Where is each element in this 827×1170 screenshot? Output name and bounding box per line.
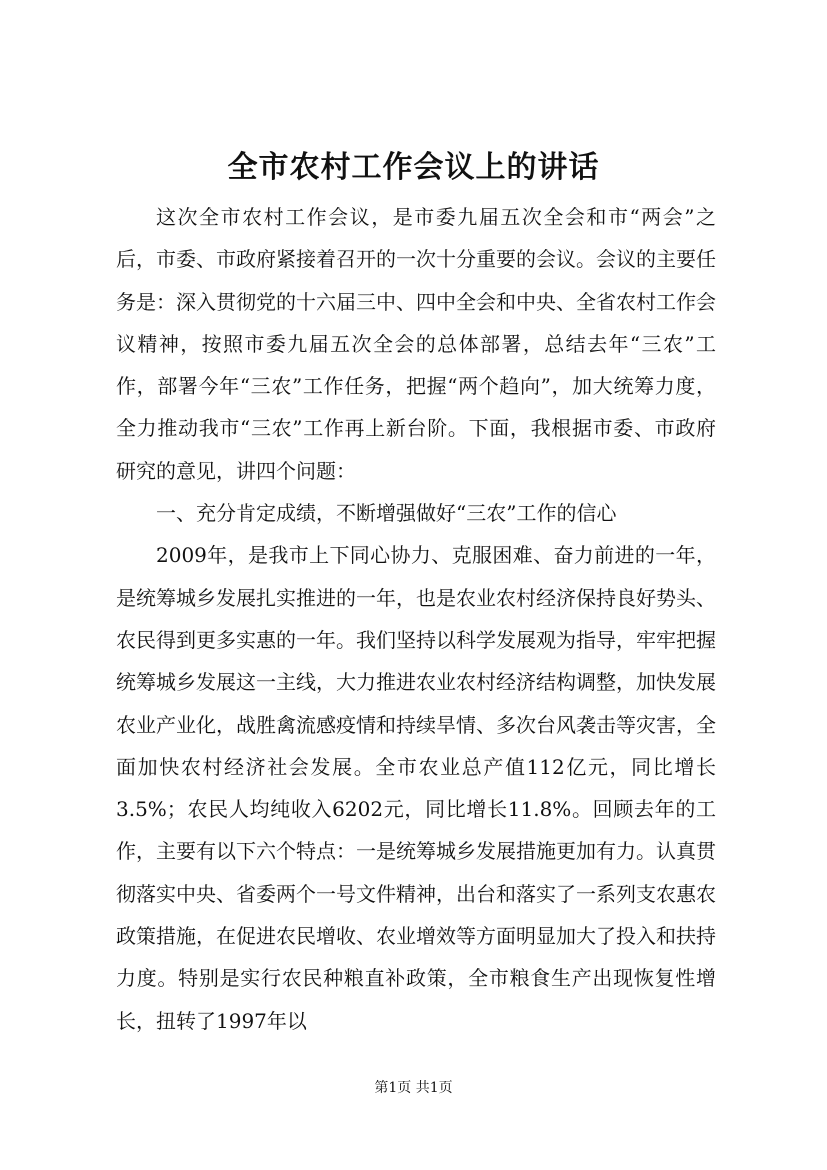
- document-title: 全市农村工作会议上的讲话: [227, 150, 600, 185]
- page-footer: 第1页 共1页: [374, 1080, 453, 1096]
- paragraph-2009-review: 2009年，是我市上下同心协力、克服困难、奋力前进的一年，是统筹城乡发展扎实推进的一年，也是农业农村经济保持良好势头、农民得到更多实惠的一年。我们坚持以科学发展观为指导，牢牢把握统筹城乡发展这一主线，大力推进农业农村经济结构调整，加快发展农业产业化，战胜禽流感疫情和持续旱情、多次台风袭击等灾害，全面加快农村经济社会发展。全市农业总产值112亿元，同比增长3.5%；农民人均纯收入6202元，同比增长11.8%。回顾去年的工作，主要有以下六个特点：一是统筹城乡发展措施更加有力。认真贯彻落实中央、省委两个一号文件精神，出台和落实了一系列支农惠农政策措施，在促进农民增收、农业增效等方面明显加大了投入和扶持力度。特别是实行农民种粮直补政策，全市粮食生产出现恢复性增长，扭转了1997年以: [116, 543, 716, 1033]
- section-heading-1: 一、充分肯定成绩，不断增强做好“三农”工作的信心: [156, 501, 617, 526]
- document-body: [116, 196, 716, 1042]
- paragraph-intro: 这次全市农村工作会议，是市委九届五次全会和市“两会”之后，市委、市政府紧接着召开的一次十分重要的会议。会议的主要任务是：深入贯彻党的十六届三中、四中全会和中央、全省农村工作会议精神，按照市委九届五次全会的总体部署，总结去年“三农”工作，部署今年“三农”工作任务，把握“两个趋向”，加大统筹力度，全力推动我市“三农”工作再上新台阶。下面，我根据市委、市政府研究的意见，讲四个问题：: [116, 205, 716, 483]
